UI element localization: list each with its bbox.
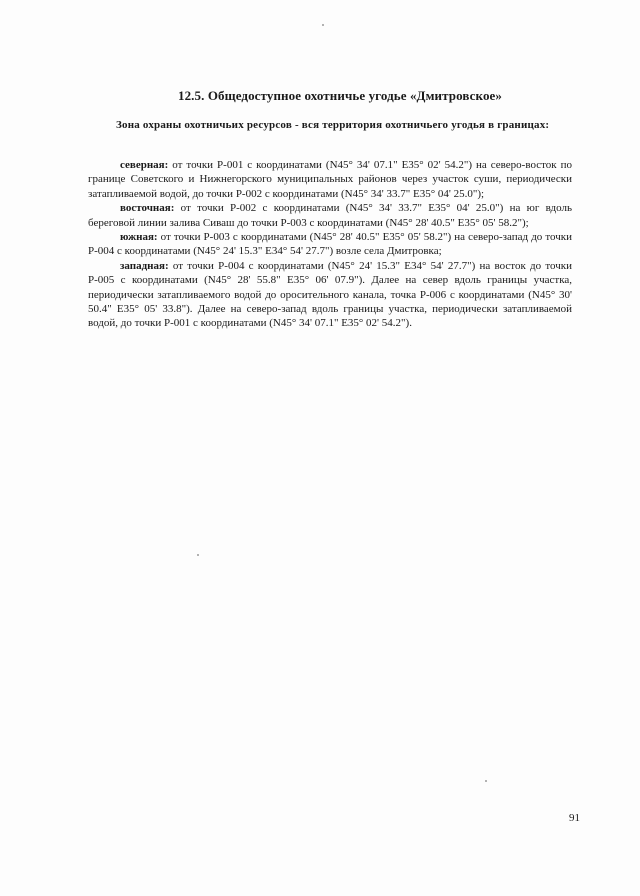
boundary-west	[88, 259, 572, 331]
boundary-text: от точки Р-003 с координатами (N45° 28' 40.5" E35° 05' 58.2") на северо-запад до точки Р-004 с координатами (N45° 24' 15.3" E34° 54' 27.7") возле села Дмитровка;	[88, 231, 572, 258]
boundary-east	[88, 201, 572, 230]
boundary-label: западная:	[120, 259, 169, 272]
boundary-text: от точки Р-004 с координатами (N45° 24' 15.3" E34° 54' 27.7") на восток до точки Р-005 с координатами (N45° 28' 55.8" E35° 06' 07.9"). Далее на север вдоль границы участка, периодически затапливаемого водой до оросительного канала, точка Р-006 с координатами (N45° 30' 50.4" E35° 05' 33.8"). Далее на северо-запад вдоль границы участка, периодически затапливаемой водой, до точки Р-001 с координатами (N45° 34' 07.1" E35° 02' 54.2").	[88, 259, 572, 330]
boundary-south	[88, 230, 572, 259]
boundary-text: от точки Р-001 с координатами (N45° 34' 07.1" E35° 02' 54.2") на северо-восток по границе Советского и Нижнегорского муниципальных районов через участок суши, периодически затапливаемой водой, до точки Р-002 с координатами (N45° 34' 33.7" E35° 04' 25.0");	[88, 159, 572, 200]
boundary-text: от точки Р-002 с координатами (N45° 34' 33.7" E35° 04' 25.0") на юг вдоль береговой линии залива Сиваш до точки Р-003 с координатами (N45° 28' 40.5" E35° 05' 58.2");	[88, 202, 572, 229]
boundary-label: восточная:	[120, 202, 175, 215]
boundary-list	[88, 158, 572, 331]
boundary-north	[88, 158, 572, 201]
scan-speck	[485, 780, 487, 782]
boundary-label: северная:	[120, 159, 169, 171]
section-title: 12.5. Общедоступное охотничье угодье «Дмитровское»	[177, 88, 503, 103]
scan-speck	[322, 24, 324, 26]
zone-subheading: Зона охраны охотничьих ресурсов - вся территория охотничьего угодья в границах:	[116, 119, 550, 131]
page-number: 91	[569, 812, 580, 824]
boundary-label: южная:	[120, 231, 158, 244]
scan-speck	[197, 554, 199, 556]
